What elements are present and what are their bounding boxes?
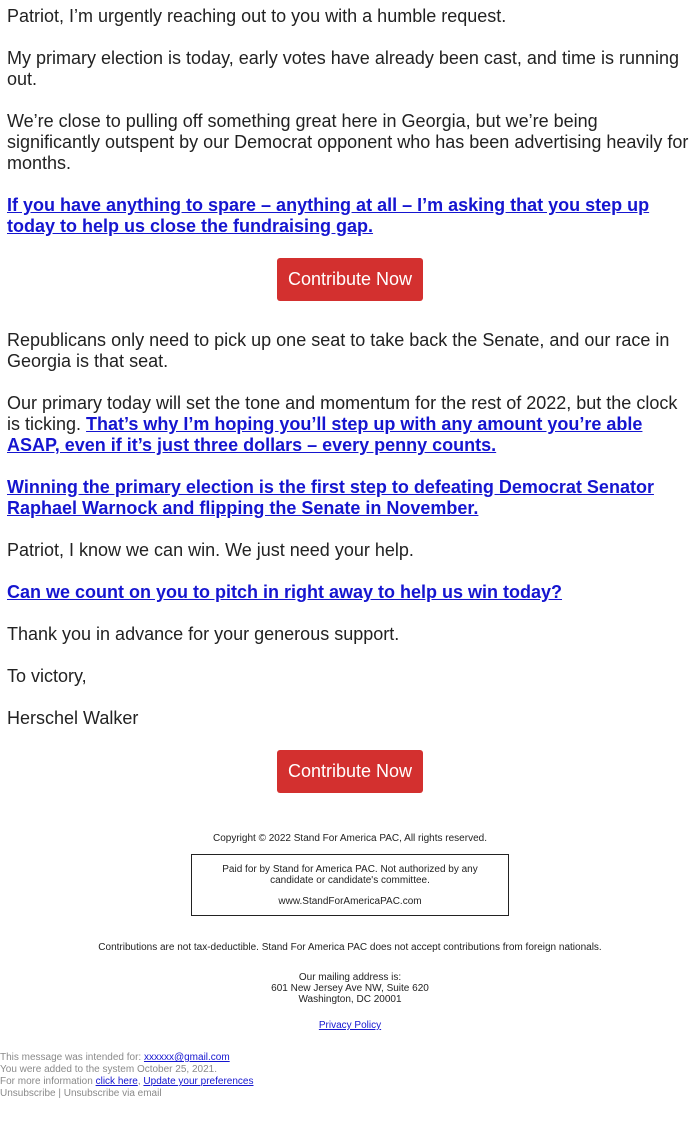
contribute-now-button-top[interactable]: Contribute Now — [277, 258, 423, 301]
paragraph-closing: To victory, — [7, 666, 87, 686]
signature: Herschel Walker — [7, 708, 139, 728]
recipient-email-link[interactable]: xxxxxx@gmail.com — [143, 1052, 230, 1063]
intended-label: This message was intended for: — [0, 1052, 142, 1063]
intended-row — [0, 1052, 700, 1064]
mailing-label: Our mailing address is: — [298, 972, 402, 983]
paragraph-outspent: We’re close to pulling off something great here in Georgia, but we’re being significantly outspent by our Democrat opponent who has been advertising heavily for months. — [7, 111, 689, 173]
paragraph-greeting: Patriot, I’m urgently reaching out to you with a humble request. — [7, 6, 507, 26]
link-pitch-in[interactable]: Can we count on you to pitch in right away to help us win today? — [7, 582, 563, 602]
cta-container-top — [0, 258, 700, 301]
paragraph-senate-seat: Republicans only need to pick up one seat to take back the Senate, and our race in Georgia is that seat. — [7, 330, 670, 371]
message-content-lower — [0, 330, 700, 729]
privacy-policy-link[interactable]: Privacy Policy — [318, 1020, 382, 1031]
paragraph-thank-you: Thank you in advance for your generous support. — [7, 624, 400, 644]
message-content — [0, 6, 700, 237]
paid-for-box — [191, 854, 509, 916]
address-line-1: 601 New Jersey Ave NW, Suite 620 — [271, 983, 429, 994]
copyright-text: Copyright © 2022 Stand For America PAC, All rights reserved. — [213, 833, 487, 844]
update-preferences-link[interactable]: Update your preferences — [143, 1076, 254, 1087]
more-info-row — [0, 1076, 700, 1088]
paragraph-primary-momentum — [7, 393, 692, 456]
paragraph-link-fundraising — [7, 195, 692, 237]
tax-disclaimer: Contributions are not tax-deductible. Stand For America PAC does not accept contributions from foreign nationals. — [98, 942, 602, 953]
cta-container-bottom — [0, 750, 700, 793]
privacy-row — [0, 1020, 700, 1031]
contribute-now-button-bottom[interactable]: Contribute Now — [277, 750, 423, 793]
website-text: www.StandForAmericaPAC.com — [278, 896, 422, 907]
paragraph-link-warnock — [7, 477, 692, 519]
unsubscribe-text[interactable]: Unsubscribe | Unsubscribe via email — [0, 1088, 162, 1099]
paragraph-can-win: Patriot, I know we can win. We just need your help. — [7, 540, 414, 560]
paragraph-election-today: My primary election is today, early votes have already been cast, and time is running out. — [7, 48, 679, 89]
address-line-2: Washington, DC 20001 — [298, 994, 402, 1005]
link-defeat-warnock[interactable]: Winning the primary election is the first step to defeating Democrat Senator Raphael Warnock and flipping the Senate in November. — [7, 477, 654, 518]
footer — [0, 833, 700, 1031]
more-info-label: For more information — [0, 1076, 93, 1087]
added-date-text: You were added to the system October 25, 2021. — [0, 1064, 217, 1075]
mailing-address — [0, 972, 700, 1005]
primary-momentum-text: Our primary today will set the tone and momentum for the rest of 2022, but the clock is ticking. — [7, 393, 678, 434]
click-here-link[interactable]: click here — [95, 1076, 138, 1087]
paragraph-link-count-on-you — [7, 582, 692, 603]
paid-for-text: Paid for by Stand for America PAC. Not authorized by any candidate or candidate's committee. — [222, 864, 478, 886]
link-step-up-asap[interactable]: That’s why I’m hoping you’ll step up with any amount you’re able ASAP, even if it’s just three dollars – every penny counts. — [7, 414, 643, 455]
more-info-separator: , — [137, 1076, 141, 1087]
link-close-fundraising-gap[interactable]: If you have anything to spare – anything at all – I’m asking that you step up today to help us close the fundraising gap. — [7, 195, 650, 236]
email-body — [0, 6, 700, 1100]
recipient-meta — [0, 1052, 700, 1100]
